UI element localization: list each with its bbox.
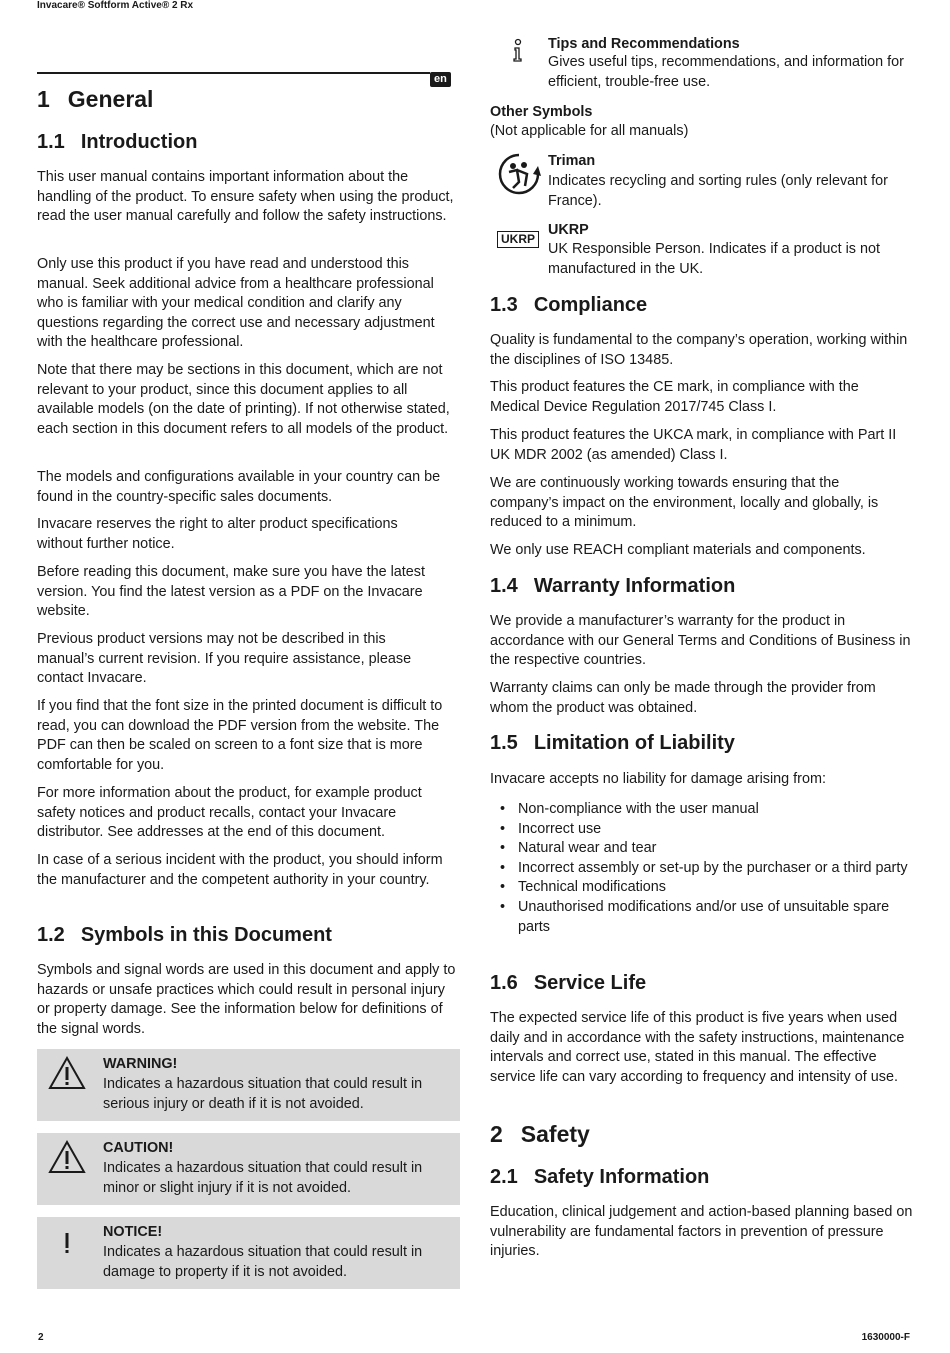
- intro-paragraph: If you find that the font size in the printed document is difficult to read, you can download the PDF version from the website. The PDF can then be scaled on screen to a font size that is more comfortable for you.: [37, 698, 443, 773]
- intro-paragraph: Invacare reserves the right to alter product specifications without further notice.: [37, 516, 398, 552]
- chapter-heading-general: [37, 86, 153, 113]
- warning-box: [37, 1049, 460, 1121]
- notice-title: NOTICE!: [103, 1224, 163, 1240]
- heading-number: 1.1: [37, 131, 65, 153]
- heading-title: Warranty Information: [533, 575, 736, 597]
- intro-paragraph: The models and configurations available in your country can be found in the country-specific sales documents.: [37, 469, 441, 505]
- running-header: Invacare® Softform Active® 2 Rx: [37, 0, 194, 11]
- list-item: • Natural wear and tear: [490, 839, 915, 859]
- intro-paragraph: In case of a serious incident with the product, you should inform the manufacturer and the competent authority in your country.: [37, 852, 443, 888]
- chapter-heading-safety: [490, 1121, 590, 1148]
- section-heading-symbols: [37, 924, 332, 947]
- section-heading-warranty: [490, 575, 735, 598]
- heading-number: 1.4: [490, 575, 518, 597]
- other-symbols-subtitle: (Not applicable for all manuals): [490, 123, 689, 139]
- exclamation-icon: [48, 1223, 86, 1259]
- section-heading-liability: [490, 732, 735, 755]
- section-heading-safety-information: [490, 1166, 709, 1189]
- intro-paragraph: Before reading this document, make sure you have the latest version. You find the latest version as a PDF on the Invacare website.: [37, 564, 425, 620]
- ukrp-text: UK Responsible Person. Indicates if a product is not manufactured in the UK.: [548, 241, 880, 277]
- document-id: 1630000-F: [861, 1332, 910, 1343]
- section-heading-introduction: [37, 131, 197, 154]
- symbols-intro: Symbols and signal words are used in this document and apply to hazards or unsafe practices which could result in personal injury or property damage. See the information below for definitions of the signal words.: [37, 962, 456, 1037]
- list-item: • Incorrect assembly or set-up by the purchaser or a third party: [490, 859, 915, 879]
- heading-title: Introduction: [80, 131, 198, 153]
- caution-title: CAUTION!: [103, 1140, 174, 1156]
- section-heading-compliance: [490, 294, 647, 317]
- intro-paragraph: Note that there may be sections in this document, which are not relevant to your product, since this document applies to all available models (on the date of printing). If not otherwise stated, each section in this document refers to all models of the product.: [37, 362, 450, 437]
- triman-icon: [497, 152, 541, 196]
- heading-number: 1: [37, 86, 50, 112]
- safety-information-text: Education, clinical judgement and action-based planning based on vulnerability are fundamental factors in prevention of pressure injuries.: [490, 1204, 913, 1260]
- warranty-paragraph: We provide a manufacturer’s warranty for the product in accordance with our General Terms and Conditions of Business in the respective countries.: [490, 613, 911, 669]
- list-item: • Technical modifications: [490, 878, 915, 898]
- heading-title: Compliance: [533, 294, 648, 316]
- language-tab: en: [430, 72, 451, 87]
- info-tip-icon: [508, 38, 528, 64]
- triman-title: Triman: [548, 153, 596, 169]
- section-heading-service-life: [490, 972, 646, 995]
- intro-paragraph: Only use this product if you have read and understood this manual. Seek additional advice from a healthcare professional who is familiar with your medical condition and clarify any questions regarding the correct use and necessary adjustment with the healthcare professional.: [37, 256, 435, 351]
- heading-number: 2.1: [490, 1166, 518, 1188]
- list-item: • Non-compliance with the user manual: [490, 800, 915, 820]
- service-life-text: The expected service life of this product is five years when used daily and in accordance with the safety instructions, maintenance intervals and correct use, stated in this manual. The effective service life can vary according to frequency and intensity of use.: [490, 1010, 905, 1085]
- ukrp-label-icon: UKRP: [497, 231, 539, 248]
- list-item: • Unauthorised modifications and/or use of unsuitable spare parts: [490, 898, 915, 937]
- heading-number: 1.2: [37, 924, 65, 946]
- heading-title: Service Life: [533, 972, 647, 994]
- compliance-paragraph: We are continuously working towards ensuring that the company’s impact on the environment, locally and globally, is reduced to a minimum.: [490, 475, 879, 531]
- liability-list: [490, 800, 915, 937]
- page-number: 2: [38, 1332, 44, 1343]
- compliance-paragraph: Quality is fundamental to the company’s operation, working within the disciplines of ISO 13485.: [490, 332, 908, 368]
- warning-title: WARNING!: [103, 1056, 178, 1072]
- heading-number: 1.5: [490, 732, 518, 754]
- ukrp-title: UKRP: [548, 222, 589, 238]
- intro-paragraph: This user manual contains important information about the handling of the product. To ensure safety when using the product, read the user manual carefully and follow the safety instructions.: [37, 169, 454, 225]
- caution-text: Indicates a hazardous situation that could result in minor or slight injury if it is not avoided.: [103, 1160, 423, 1196]
- chapter-rule: [37, 72, 430, 74]
- heading-title: General: [67, 86, 154, 112]
- notice-box: [37, 1217, 460, 1289]
- warranty-paragraph: Warranty claims can only be made through the provider from whom the product was obtained.: [490, 680, 876, 716]
- tips-text: Gives useful tips, recommendations, and information for efficient, trouble-free use.: [548, 54, 904, 90]
- list-item: • Incorrect use: [490, 820, 915, 840]
- intro-paragraph: For more information about the product, for example product safety notices and product recalls, contact your Invacare distributor. See addresses at the end of this document.: [37, 785, 422, 841]
- compliance-paragraph: This product features the UKCA mark, in compliance with Part II UK MDR 2002 (as amended) Class I.: [490, 427, 897, 463]
- compliance-paragraph: We only use REACH compliant materials and components.: [490, 542, 866, 558]
- compliance-paragraph: This product features the CE mark, in compliance with the Medical Device Regulation 2017/745 Class I.: [490, 379, 859, 415]
- heading-title: Limitation of Liability: [533, 732, 735, 754]
- heading-number: 2: [490, 1121, 503, 1147]
- heading-title: Safety Information: [533, 1166, 710, 1188]
- tips-title: Tips and Recommendations: [548, 36, 740, 52]
- warning-triangle-icon: [48, 1055, 86, 1091]
- warning-text: Indicates a hazardous situation that could result in serious injury or death if it is not avoided.: [103, 1076, 423, 1112]
- liability-intro: Invacare accepts no liability for damage arising from:: [490, 771, 826, 787]
- triman-text: Indicates recycling and sorting rules (only relevant for France).: [548, 173, 888, 209]
- notice-text: Indicates a hazardous situation that could result in damage to property if it is not avoided.: [103, 1244, 423, 1280]
- caution-triangle-icon: [48, 1139, 86, 1175]
- heading-title: Safety: [520, 1121, 590, 1147]
- intro-paragraph: Previous product versions may not be described in this manual’s current revision. If you require assistance, please contact Invacare.: [37, 631, 412, 687]
- caution-box: [37, 1133, 460, 1205]
- heading-title: Symbols in this Document: [80, 924, 332, 946]
- heading-number: 1.6: [490, 972, 518, 994]
- other-symbols-title: Other Symbols: [490, 104, 593, 120]
- heading-number: 1.3: [490, 294, 518, 316]
